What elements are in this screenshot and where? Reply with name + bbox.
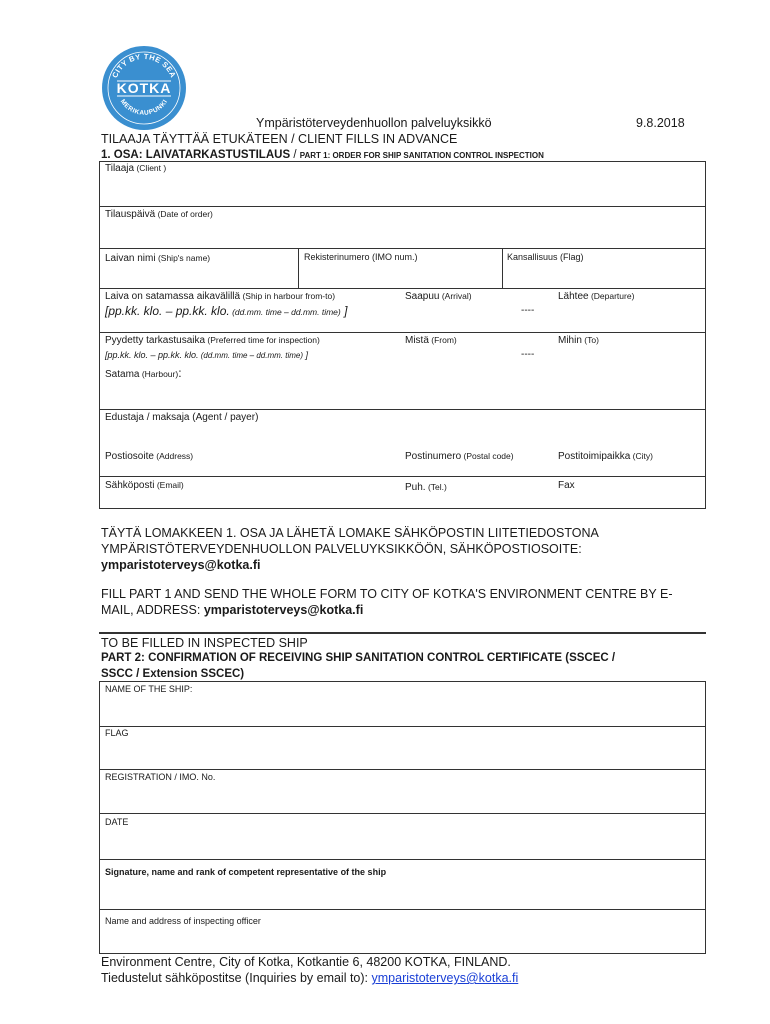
tel-field[interactable]: Puh. (Tel.) — [405, 482, 447, 493]
arrival-label: Saapuu — [405, 291, 440, 302]
part2-registration-field[interactable]: REGISTRATION / IMO. No. — [105, 772, 216, 782]
to-field[interactable]: Mihin (To) — [558, 335, 599, 346]
from-label: Mistä — [405, 335, 429, 346]
part2-officer-field[interactable]: Name and address of inspecting officer — [105, 916, 261, 926]
address-label: Postiosoite — [105, 451, 154, 462]
in-harbour-field[interactable]: Laiva on satamassa aikavälillä (Ship in harbour from-to) — [105, 291, 336, 302]
client-label: Tilaaja — [105, 163, 135, 174]
imo-field[interactable]: Rekisterinumero (IMO num.) — [304, 252, 418, 262]
in-harbour-hint: [pp.kk. klo. – pp.kk. klo. (dd.mm. time – dd.mm. time) ] — [105, 304, 348, 318]
kotka-logo-seal — [101, 45, 187, 131]
in-harbour-label: Laiva on satamassa aikavälillä — [105, 291, 241, 302]
pref-time-field[interactable]: Pyydetty tarkastusaika (Preferred time for inspection) — [105, 335, 320, 346]
departure-label: Lähtee — [558, 291, 589, 302]
svg-text:KOTKA: KOTKA — [116, 80, 172, 96]
document-date: 9.8.2018 — [636, 116, 685, 130]
unit-name: Ympäristöterveydenhuollon palveluyksikkö — [256, 116, 492, 130]
client-fills-heading: TILAAJA TÄYTTÄÄ ETUKÄTEEN / CLIENT FILLS IN ADVANCE — [101, 132, 458, 146]
dash-separator-2: ---- — [521, 349, 535, 360]
footer-inquiries: Tiedustelut sähköpostitse (Inquiries by email to): ymparistoterveys@kotka.fi — [101, 971, 519, 985]
part2-to-be-filled: TO BE FILLED IN INSPECTED SHIP — [101, 636, 308, 650]
part2-flag-field[interactable]: FLAG — [105, 728, 129, 738]
part2-ship-name-field[interactable]: NAME OF THE SHIP: — [105, 684, 193, 694]
fax-field[interactable]: Fax — [558, 480, 575, 491]
instructions-fi-line1: TÄYTÄ LOMAKKEEN 1. OSA JA LÄHETÄ LOMAKE SÄHKÖPOSTIN LIITETIEDOSTONA — [101, 526, 599, 540]
part2-divider — [99, 632, 706, 634]
kotka-logo — [101, 45, 187, 131]
part2-signature-field[interactable]: Signature, name and rank of competent representative of the ship — [105, 867, 387, 877]
client-field[interactable]: Tilaaja (Client ) — [105, 163, 167, 174]
flag-field[interactable]: Kansallisuus (Flag) — [507, 252, 584, 262]
dash-separator: ---- — [521, 305, 535, 316]
arrival-field[interactable]: Saapuu (Arrival) — [405, 291, 472, 302]
postal-code-label: Postinumero — [405, 451, 462, 462]
email-field[interactable]: Sähköposti (Email) — [105, 480, 184, 491]
part1-heading-en: PART 1: ORDER FOR SHIP SANITATION CONTROL INSPECTION — [299, 151, 544, 160]
departure-field[interactable]: Lähtee (Departure) — [558, 291, 635, 302]
part2-date-field[interactable]: DATE — [105, 817, 129, 827]
from-field[interactable]: Mistä (From) — [405, 335, 457, 346]
city-field[interactable]: Postitoimipaikka (City) — [558, 451, 653, 462]
part1-heading-sep: / — [290, 149, 300, 161]
footer-email-link[interactable]: ymparistoterveys@kotka.fi — [371, 971, 519, 985]
pref-time-label: Pyydetty tarkastusaika — [105, 335, 206, 346]
svg-text:CITY BY THE SEA: CITY BY THE SEA — [110, 51, 178, 80]
order-date-label: Tilauspäivä — [105, 209, 156, 220]
order-date-field[interactable]: Tilauspäivä (Date of order) — [105, 209, 213, 220]
address-field[interactable]: Postiosoite (Address) — [105, 451, 194, 462]
postal-code-field[interactable]: Postinumero (Postal code) — [405, 451, 514, 462]
agent-field[interactable]: Edustaja / maksaja (Agent / payer) — [105, 412, 259, 423]
instructions-en-line2: MAIL, ADDRESS: ymparistoterveys@kotka.fi — [101, 603, 364, 617]
city-label: Postitoimipaikka — [558, 451, 631, 462]
instructions-fi-email: ymparistoterveys@kotka.fi — [101, 558, 261, 572]
ship-name-field[interactable]: Laivan nimi (Ship's name) — [105, 253, 211, 264]
part2-title-line1: PART 2: CONFIRMATION OF RECEIVING SHIP SANITATION CONTROL CERTIFICATE (SSCEC / — [101, 652, 616, 664]
part1-heading — [101, 149, 544, 161]
pref-time-hint: [pp.kk. klo. – pp.kk. klo. (dd.mm. time – dd.mm. time) ] — [105, 350, 309, 360]
part2-title-line2: SSCC / Extension SSCEC) — [101, 668, 245, 680]
footer-address: Environment Centre, City of Kotka, Kotkantie 6, 48200 KOTKA, FINLAND. — [101, 955, 511, 969]
ship-name-label: Laivan nimi — [105, 253, 156, 264]
to-label: Mihin — [558, 335, 582, 346]
instructions-fi-line2: YMPÄRISTÖTERVEYDENHUOLLON PALVELUYKSIKKÖÖN, SÄHKÖPOSTIOSOITE: — [101, 542, 582, 556]
svg-text:MERIKAUPUNKI: MERIKAUPUNKI — [118, 98, 170, 117]
instructions-en-line1: FILL PART 1 AND SEND THE WHOLE FORM TO CITY OF KOTKA'S ENVIRONMENT CENTRE BY E- — [101, 587, 673, 601]
instructions-en-email: ymparistoterveys@kotka.fi — [203, 603, 364, 617]
harbour-field[interactable]: Satama (Harbour): — [105, 366, 182, 380]
email-label: Sähköposti — [105, 480, 155, 491]
part1-heading-fi: 1. OSA: LAIVATARKASTUSTILAUS — [101, 149, 291, 161]
tel-label: Puh. — [405, 482, 426, 493]
harbour-label: Satama — [105, 369, 140, 380]
